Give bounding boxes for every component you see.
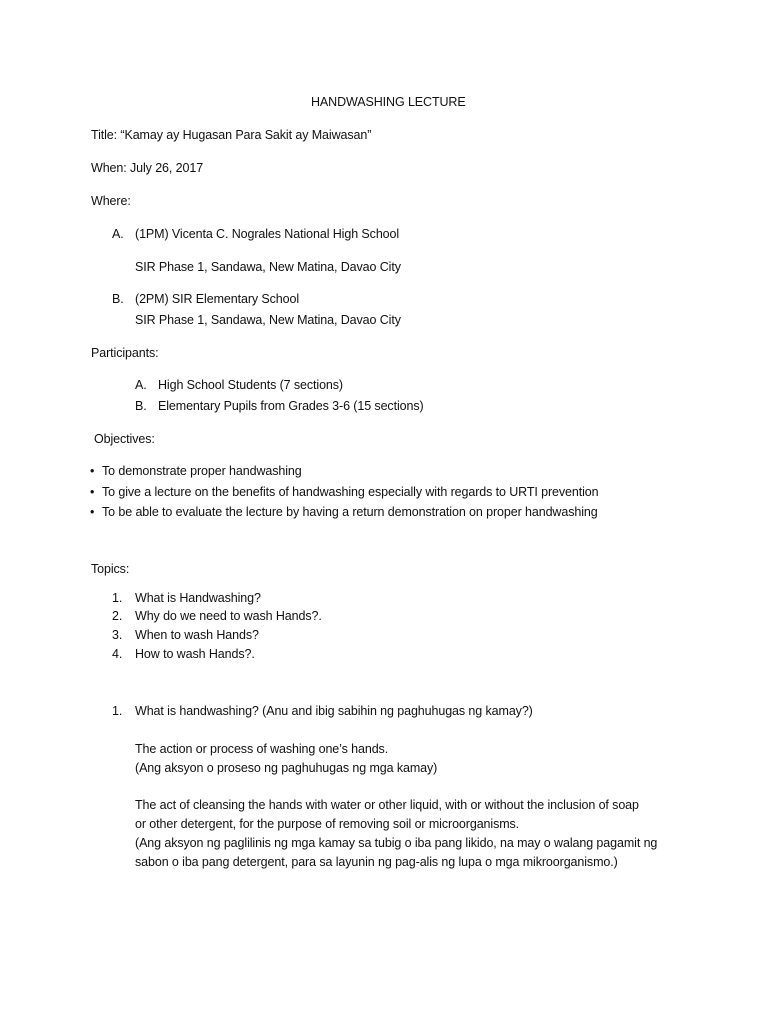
topic-marker: 2. <box>112 609 123 623</box>
topic-item: How to wash Hands?. <box>135 647 255 661</box>
participant-item: Elementary Pupils from Grades 3-6 (15 sections) <box>158 399 424 413</box>
topic-marker: 4. <box>112 647 123 661</box>
objective-item: To be able to evaluate the lecture by having a return demonstration on proper handwashing <box>102 505 598 519</box>
topics-label: Topics: <box>91 562 130 576</box>
bullet: • <box>90 464 95 478</box>
topic-item: What is Handwashing? <box>135 591 261 605</box>
bullet: • <box>90 505 95 519</box>
location-marker: B. <box>112 292 124 306</box>
definition-english: or other detergent, for the purpose of removing soil or microorganisms. <box>135 817 520 831</box>
location-marker: A. <box>112 227 124 241</box>
location-name: (2PM) SIR Elementary School <box>135 292 300 306</box>
definition-tagalog: (Ang aksyon o proseso ng paghuhugas ng mga kamay) <box>135 761 438 775</box>
section-marker: 1. <box>112 704 123 718</box>
topic-marker: 1. <box>112 591 123 605</box>
bullet: • <box>90 485 95 499</box>
topic-marker: 3. <box>112 628 123 642</box>
location-name: (1PM) Vicenta C. Nograles National High School <box>135 227 400 241</box>
when-line: When: July 26, 2017 <box>91 161 204 175</box>
participant-marker: A. <box>135 378 147 392</box>
topic-item: Why do we need to wash Hands?. <box>135 609 322 623</box>
title-line: Title: “Kamay ay Hugasan Para Sakit ay Maiwasan” <box>91 128 372 142</box>
definition-english: The action or process of washing one’s hands. <box>135 742 389 756</box>
topic-item: When to wash Hands? <box>135 628 259 642</box>
section-question: What is handwashing? (Anu and ibig sabihin ng paghuhugas ng kamay?) <box>135 704 533 718</box>
objectives-label: Objectives: <box>94 432 155 446</box>
objective-item: To give a lecture on the benefits of handwashing especially with regards to URTI prevention <box>102 485 599 499</box>
where-label: Where: <box>91 194 131 208</box>
document-heading: HANDWASHING LECTURE <box>311 95 466 109</box>
definition-tagalog: (Ang aksyon ng paglilinis ng mga kamay sa tubig o iba pang likido, na may o walang pagamit ng <box>135 836 658 850</box>
definition-tagalog: sabon o iba pang detergent, para sa layunin ng pag-alis ng lupa o mga mikroorganismo.) <box>135 855 618 869</box>
definition-english: The act of cleansing the hands with water or other liquid, with or without the inclusion of soap <box>135 798 639 812</box>
participant-item: High School Students (7 sections) <box>158 378 343 392</box>
participant-marker: B. <box>135 399 147 413</box>
location-address: SIR Phase 1, Sandawa, New Matina, Davao City <box>135 313 401 327</box>
objective-item: To demonstrate proper handwashing <box>102 464 302 478</box>
participants-label: Participants: <box>91 346 159 360</box>
location-address: SIR Phase 1, Sandawa, New Matina, Davao City <box>135 260 401 274</box>
